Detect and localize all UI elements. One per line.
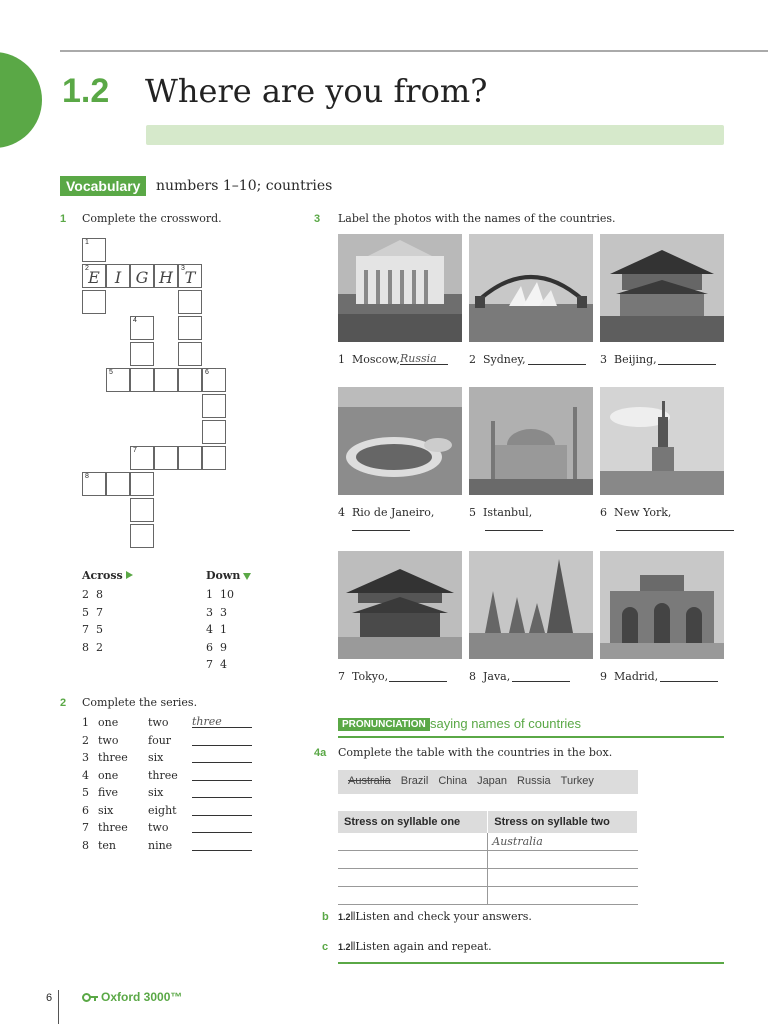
across-clues <box>82 586 103 656</box>
ex4c-number: c <box>322 941 329 953</box>
ex2-instruction: Complete the series. <box>82 696 198 709</box>
table-row <box>338 851 638 869</box>
sydney-harbour-photo <box>469 234 593 342</box>
series-num: 2 <box>82 733 89 747</box>
word-item: Australia <box>348 775 391 787</box>
caption-6: 6 New York, <box>600 506 672 519</box>
unit-number: 1.2 <box>62 72 110 110</box>
ex4a-number: 4a <box>314 747 327 759</box>
crossword-cell[interactable]: 8 <box>82 472 106 496</box>
series-num: 4 <box>82 768 89 782</box>
answer-blank-2[interactable] <box>528 352 586 365</box>
series-first: three <box>98 821 128 834</box>
across-heading: Across <box>82 569 133 582</box>
caption-3: 3 Beijing, <box>600 353 657 366</box>
clue-item: 1 10 <box>206 588 234 601</box>
oxford-3000-label: Oxford 3000™ <box>82 990 182 1004</box>
ex4c-instruction: 1.2⦀Listen again and repeat. <box>338 940 492 953</box>
table-cell[interactable]: Australia <box>488 833 638 851</box>
answer-blank-4[interactable] <box>352 518 410 531</box>
ex2-number: 2 <box>60 697 67 709</box>
series-num: 3 <box>82 751 89 764</box>
audio-icon[interactable]: ⦀ <box>350 940 356 953</box>
crossword-cell[interactable] <box>130 342 154 366</box>
ex1-instruction: Complete the crossword. <box>82 212 222 225</box>
table-cell[interactable] <box>338 869 488 887</box>
audio-track[interactable]: 1.2 <box>338 942 351 952</box>
table-cell[interactable] <box>338 833 488 851</box>
crossword-cell[interactable]: 4 <box>130 316 154 340</box>
caption-4: 4 Rio de Janeiro, <box>338 506 435 519</box>
caption-7: 7 Tokyo, <box>338 670 389 683</box>
top-rule <box>60 50 768 52</box>
table-row <box>338 869 638 887</box>
statue-of-liberty-photo <box>600 387 724 495</box>
answer-blank-5[interactable] <box>485 518 543 531</box>
series-first: three <box>98 751 128 764</box>
clue-item: 5 7 <box>82 605 103 619</box>
series-answer-blank[interactable] <box>192 803 252 816</box>
series-answer-blank[interactable] <box>192 785 252 798</box>
caption-2: 2 Sydney, <box>469 353 526 366</box>
crossword-cell[interactable]: H <box>154 264 178 288</box>
key-icon <box>82 993 98 1002</box>
ex4b-instruction: 1.2⦀Listen and check your answers. <box>338 910 532 923</box>
crossword-cell[interactable] <box>130 368 154 392</box>
maracana-stadium-photo <box>338 387 462 495</box>
crossword-cell[interactable] <box>178 316 202 340</box>
bolshoi-theatre-photo <box>338 234 462 342</box>
audio-track[interactable]: 1.2 <box>338 912 351 922</box>
series-second: eight <box>148 803 177 817</box>
series-second: two <box>148 716 169 729</box>
vocabulary-tag: Vocabulary <box>60 176 146 196</box>
crossword-cell[interactable] <box>178 290 202 314</box>
crossword-cell[interactable]: I <box>106 264 130 288</box>
table-cell[interactable] <box>488 869 638 887</box>
down-clues <box>206 586 234 674</box>
crossword-cell[interactable] <box>178 368 202 392</box>
title-bar <box>146 125 724 145</box>
word-item: Brazil <box>400 775 429 787</box>
table-cell[interactable] <box>488 887 638 905</box>
crossword-cell[interactable]: 6 <box>202 368 226 392</box>
series-answer-blank[interactable] <box>192 733 252 746</box>
series-first: ten <box>98 838 117 852</box>
series-answer-blank[interactable] <box>192 750 252 763</box>
series-num: 7 <box>82 821 89 834</box>
series-answer-blank[interactable] <box>192 838 252 851</box>
word-item: Japan <box>477 775 508 787</box>
series-first: five <box>98 786 119 799</box>
arrow-right-icon <box>126 571 133 579</box>
crossword-cell[interactable] <box>130 498 154 522</box>
ex4a-instruction: Complete the table with the countries in the box. <box>338 746 613 759</box>
caption-8: 8 Java, <box>469 670 511 683</box>
series-answer-blank[interactable] <box>192 820 252 833</box>
answer-blank-3[interactable] <box>658 352 716 365</box>
ex1-number: 1 <box>60 213 67 225</box>
puerta-de-alcala-photo <box>600 551 724 659</box>
pronunciation-title: saying names of countries <box>430 716 582 731</box>
pronunciation-rule <box>338 736 724 738</box>
series-first: one <box>98 716 119 729</box>
crossword-cell[interactable] <box>106 472 130 496</box>
clue-item: 3 3 <box>206 605 227 619</box>
crossword-cell[interactable] <box>130 524 154 548</box>
footer-divider <box>58 990 59 1024</box>
answer-blank-6[interactable] <box>616 518 734 531</box>
crossword-cell[interactable] <box>154 446 178 470</box>
ex3-instruction: Label the photos with the names of the countries. <box>338 212 616 225</box>
beijing-temple-photo <box>600 234 724 342</box>
audio-icon[interactable]: ⦀ <box>350 910 356 923</box>
caption-9: 9 Madrid, <box>600 670 659 683</box>
crossword-cell[interactable] <box>202 420 226 444</box>
stress-table <box>338 811 638 905</box>
word-item: Turkey <box>560 775 594 787</box>
bottom-rule <box>338 962 724 964</box>
series-second: nine <box>148 838 173 852</box>
series-num: 1 <box>82 716 89 729</box>
crossword-cell[interactable]: G <box>130 264 154 288</box>
series-second: six <box>148 751 164 764</box>
crossword-cell[interactable] <box>178 446 202 470</box>
answer-blank-9[interactable] <box>660 669 718 682</box>
series-second: two <box>148 821 169 834</box>
clue-item: 2 8 <box>82 588 103 601</box>
series-answer-blank[interactable]: three <box>192 715 252 728</box>
column-header-syllable-one: Stress on syllable one <box>338 811 488 833</box>
table-row <box>338 887 638 905</box>
crossword-cell[interactable]: 7 <box>130 446 154 470</box>
crossword-cell[interactable] <box>202 394 226 418</box>
page-number: 6 <box>46 992 53 1004</box>
crossword-cell[interactable] <box>82 290 106 314</box>
unit-badge <box>0 52 42 148</box>
clue-item: 6 9 <box>206 640 227 654</box>
series-num: 8 <box>82 838 89 852</box>
crossword-cell[interactable] <box>178 342 202 366</box>
caption-5: 5 Istanbul, <box>469 506 533 519</box>
column-header-syllable-two: Stress on syllable two <box>488 811 638 833</box>
arrow-down-icon <box>243 573 251 580</box>
vocabulary-title: numbers 1–10; countries <box>156 178 333 194</box>
series-num: 5 <box>82 786 89 799</box>
word-item: Russia <box>517 775 551 787</box>
series-second: six <box>148 786 164 799</box>
word-box <box>338 770 638 794</box>
crossword-cell[interactable]: 1 <box>82 238 106 262</box>
crossword-cell[interactable] <box>202 446 226 470</box>
series-first: six <box>98 803 114 817</box>
ex4b-number: b <box>322 911 329 923</box>
series-num: 6 <box>82 803 89 817</box>
table-cell[interactable] <box>338 887 488 905</box>
series-second: three <box>148 768 178 782</box>
clue-item: 7 4 <box>206 658 227 671</box>
clue-item: 7 5 <box>82 623 103 636</box>
word-item: China <box>438 775 468 787</box>
ex3-number: 3 <box>314 213 321 225</box>
series-first: two <box>98 733 119 747</box>
down-heading: Down <box>206 569 251 582</box>
clue-item: 8 2 <box>82 640 103 654</box>
hagia-sophia-photo <box>469 387 593 495</box>
prambanan-temple-photo <box>469 551 593 659</box>
series-second: four <box>148 733 172 747</box>
table-row <box>338 833 638 851</box>
answer-blank-7[interactable] <box>389 669 447 682</box>
pronunciation-tag: PRONUNCIATION <box>338 718 430 731</box>
tokyo-temple-photo <box>338 551 462 659</box>
crossword-cell[interactable]: 3 T <box>178 264 202 288</box>
answer-blank-8[interactable] <box>512 669 570 682</box>
crossword-cell[interactable] <box>154 368 178 392</box>
crossword-cell[interactable]: 5 <box>106 368 130 392</box>
crossword-cell[interactable] <box>130 472 154 496</box>
table-cell[interactable] <box>488 851 638 869</box>
table-cell[interactable] <box>338 851 488 869</box>
series-answer-blank[interactable] <box>192 768 252 781</box>
clue-item: 4 1 <box>206 623 227 636</box>
series-first: one <box>98 768 119 782</box>
caption-1: 1 Moscow, <box>338 353 400 366</box>
page-title: Where are you from? <box>145 72 488 110</box>
crossword-cell[interactable]: 2 E <box>82 264 106 288</box>
answer-blank-1[interactable]: Russia <box>400 352 448 365</box>
